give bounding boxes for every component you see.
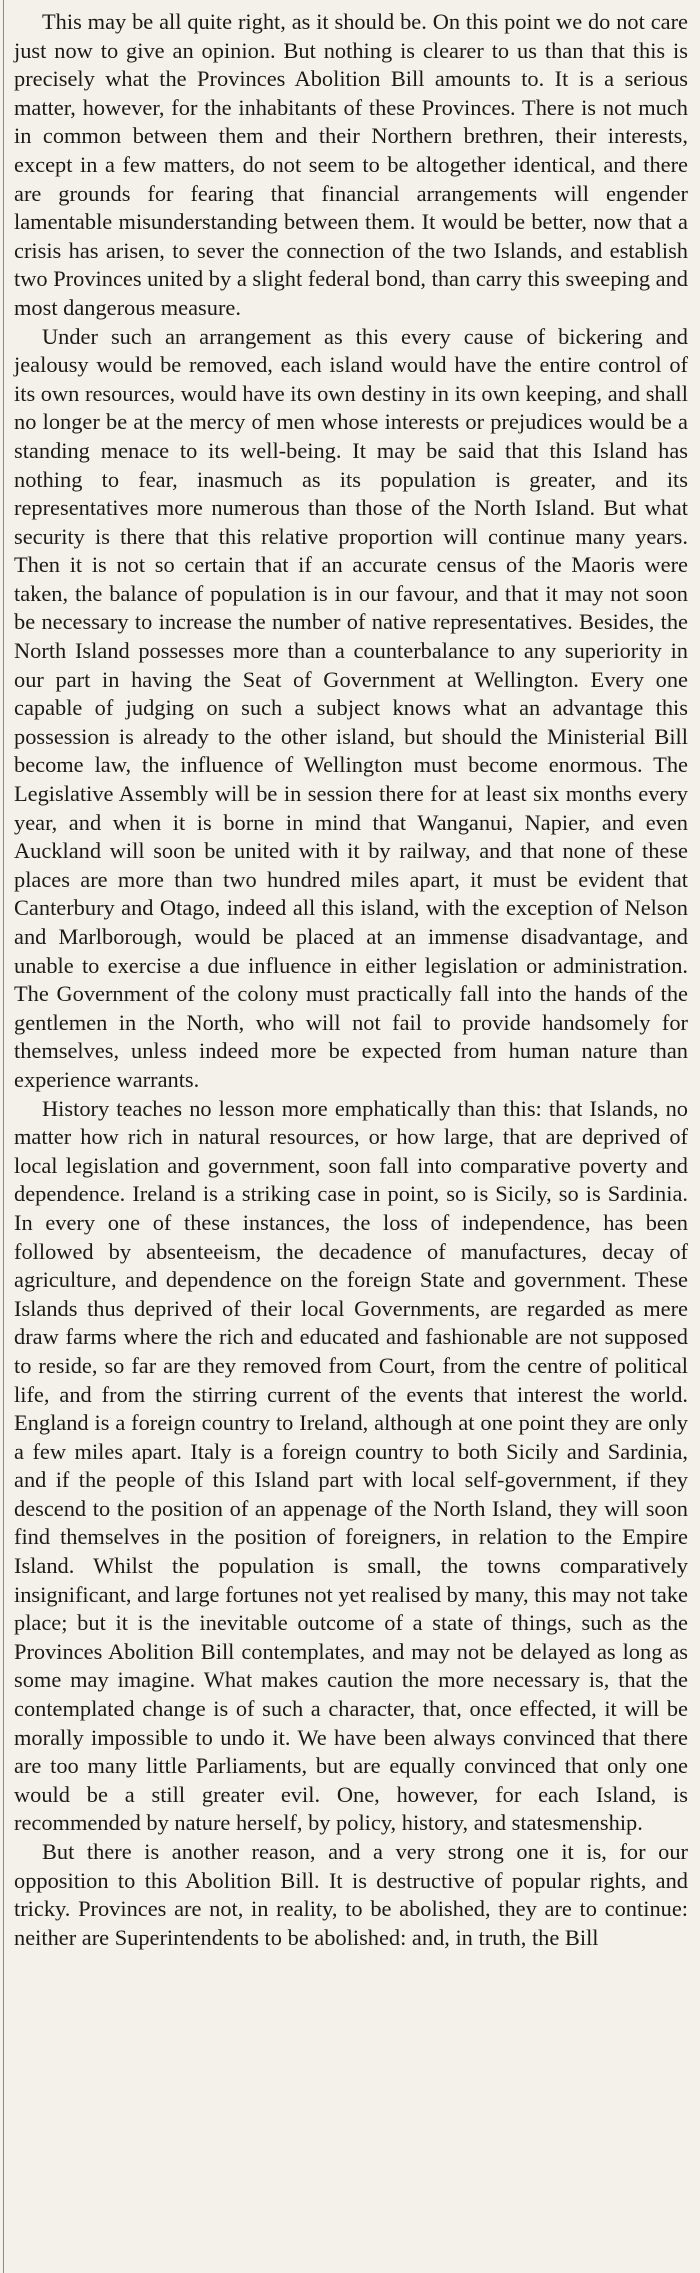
article-paragraph-2: Under such an arrangement as this every cause of bickering and jealousy would be removed, each island would have the entire control of its own resources, would have its own destiny in its own keeping, and shall no longer be at the mercy of men whose interests or prejudices would be a standing menace to its well-being. It may be said that this Island has nothing to fear, inasmuch as its population is greater, and its representatives more numerous than those of the North Island. But what security is there that this relative proportion will continue many years. Then it is not so certain that if an accurate census of the Maoris were taken, the balance of population is in our favour, and that it may not soon be necessary to increase the number of native representatives. Besides, the North Island possesses more than a counterbalance to any superiority in our part in having the Seat of Government at Wellington. Every one capable of judging on such a subject knows what an advantage this possession is already to the other island, but should the Ministerial Bill become law, the influence of Wellington must become enormous. The Legislative Assembly will be in session there for at least six months every year, and when it is borne in mind that Wanganui, Napier, and even Auckland will soon be united with it by railway, and that none of these places are more than two hundred miles apart, it must be evident that Canterbury and Otago, indeed all this island, with the exception of Nelson and Marlborough, would be placed at an immense disadvantage, and unable to exercise a due influence in either legislation or administration. The Government of the colony must practically fall into the hands of the gentlemen in the North, who will not fail to provide handsomely for themselves, unless indeed more be expected from human nature than experience warrants. [14,323,688,1092]
column-rule [3,0,4,2273]
article-paragraph-3: History teaches no lesson more emphatically than this: that Islands, no matter how rich in natural resources, or how large, that are deprived of local legislation and government, soon fall into comparative poverty and dependence. Ireland is a striking case in point, so is Sicily, so is Sardinia. In every one of these instances, the loss of independence, has been followed by absenteeism, the decadence of manufactures, decay of agriculture, and dependence on the foreign State and government. These Islands thus deprived of their local Governments, are regarded as mere draw farms where the rich and educated and fashionable are not supposed to reside, so far are they removed from Court, from the centre of political life, and from the stirring current of the events that interest the world. England is a foreign country to Ireland, although at one point they are only a few miles apart. Italy is a foreign country to both Sicily and Sardinia, and if the people of this Island part with local self-government, if they descend to the position of an appenage of the North Island, they will soon find themselves in the position of foreigners, in relation to the Empire Island. Whilst the population is small, the towns comparatively insignificant, and large fortunes not yet realised by many, this may not take place; but it is the inevitable outcome of a state of things, such as the Provinces Abolition Bill contemplates, and may not be delayed as long as some may imagine. What makes caution the more necessary is, that the contemplated change is of such a character, that, once effected, it will be morally impossible to undo it. We have been always convinced that there are too many little Parliaments, but are equally convinced that only one would be a still greater evil. One, however, for each Island, is recommended by nature herself, by policy, history, and statesmenship. [14,1095,688,1836]
editorial-article [14,8,688,1952]
article-paragraph-1: This may be all quite right, as it should be. On this point we do not care just now to give an opinion. But nothing is clearer to us than that this is precisely what the Provinces Abolition Bill amounts to. It is a serious matter, however, for the inhabitants of these Provinces. There is not much in common between them and their Northern brethren, their interests, except in a few matters, do not seem to be altogether identical, and there are grounds for fearing that financial arrangements will engender lamentable misunderstanding between them. It would be better, now that a crisis has arisen, to sever the connection of the two Islands, and establish two Provinces united by a slight federal bond, than carry this sweeping and most dangerous measure. [14,9,688,320]
article-paragraph-4: But there is another reason, and a very strong one it is, for our opposition to this Abolition Bill. It is destructive of popular rights, and tricky. Provinces are not, in reality, to be abolished, they are to continue: neither are Superintendents to be abolished: and, in truth, the Bill [14,1839,688,1950]
